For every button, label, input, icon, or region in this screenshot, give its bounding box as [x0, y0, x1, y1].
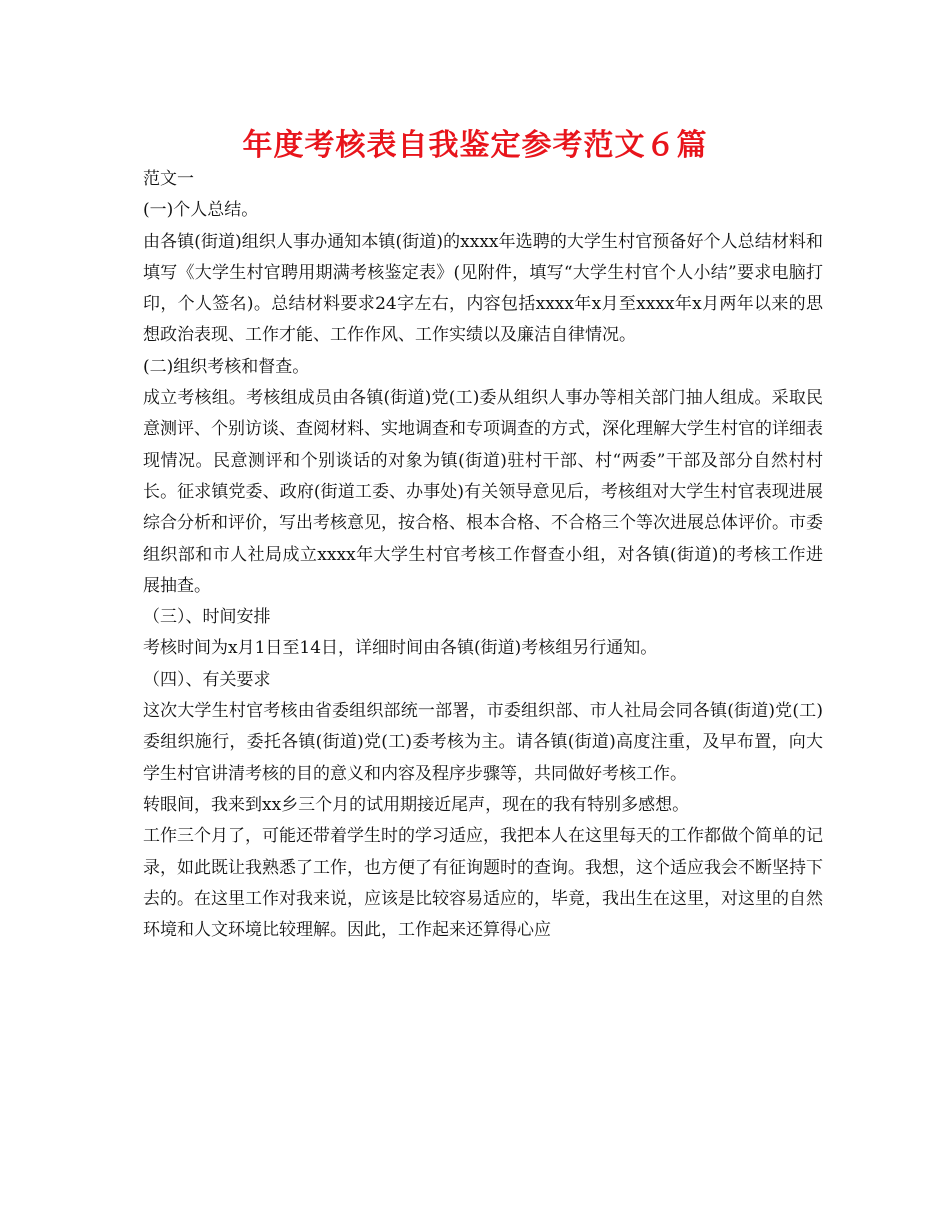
paragraph-section-3-body: 考核时间为x月1日至14日，详细时间由各镇(街道)考核组另行通知。	[143, 638, 658, 659]
paragraph-reflection-intro: 转眼间，我来到xx乡三个月的试用期接近尾声，现在的我有特别多感想。	[143, 794, 690, 815]
document-title: 年度考核表自我鉴定参考范文６篇	[242, 128, 708, 163]
paragraph-section-2-body: 成立考核组。考核组成员由各镇(街道)党(工)委从组织人事办等相关部门抽人组成。采取民意测评、个别访谈、查阅材料、实地调查和专项调查的方式，深化理解大学生村官的详细表现情况。民意测评和个别谈话的对象为镇(街道)驻村干部、村“两委”干部及部分自然村村长。征求镇党委、政府(街道工委、办事处)有关领导意见后，考核组对大学生村官表现进展综合分析和评价，写出考核意见，按合格、根本合格、不合格三个等次进展总体评价。市委组织部和市人社局成立xxxx年大学生村官考核工作督查小组，对各镇(街道)的考核工作进展抽查。	[143, 388, 823, 596]
paragraph-section-1-heading: (一)个人总结。	[143, 200, 259, 221]
paragraph-section-4-heading: （四）、有关要求	[143, 669, 271, 690]
paragraph-section-3-heading: （三）、时间安排	[143, 607, 271, 628]
paragraph-reflection-body: 工作三个月了，可能还带着学生时的学习适应，我把本人在这里每天的工作都做个简单的记录，如此既让我熟悉了工作，也方便了有征询题时的查询。我想，这个适应我会不断坚持下去的。在这里工作对我来说，应该是比较容易适应的，毕竟，我出生在这里，对这里的自然环境和人文环境比较理解。因此，工作起来还算得心应	[143, 826, 823, 941]
paragraph-heading-sample-one: 范文一	[143, 169, 194, 189]
document-body	[143, 164, 823, 946]
paragraph-section-4-body: 这次大学生村官考核由省委组织部统一部署，市委组织部、市人社局会同各镇(街道)党(工)委组织施行，委托各镇(街道)党(工)委考核为主。请各镇(街道)高度注重，及早布置，向大学生村官讲清考核的目的意义和内容及程序步骤等，共同做好考核工作。	[143, 701, 823, 784]
paragraph-section-2-heading: (二)组织考核和督查。	[143, 356, 310, 377]
paragraph-section-1-body: 由各镇(街道)组织人事办通知本镇(街道)的xxxx年选聘的大学生村官预备好个人总结材料和填写《大学生村官聘用期满考核鉴定表》(见附件，填写“大学生村官个人小结”要求电脑打印，个人签名)。总结材料要求24字左右，内容包括xxxx年x月至xxxx年x月两年以来的思想政治表现、工作才能、工作作风、工作实绩以及廉洁自律情况。	[143, 231, 823, 346]
